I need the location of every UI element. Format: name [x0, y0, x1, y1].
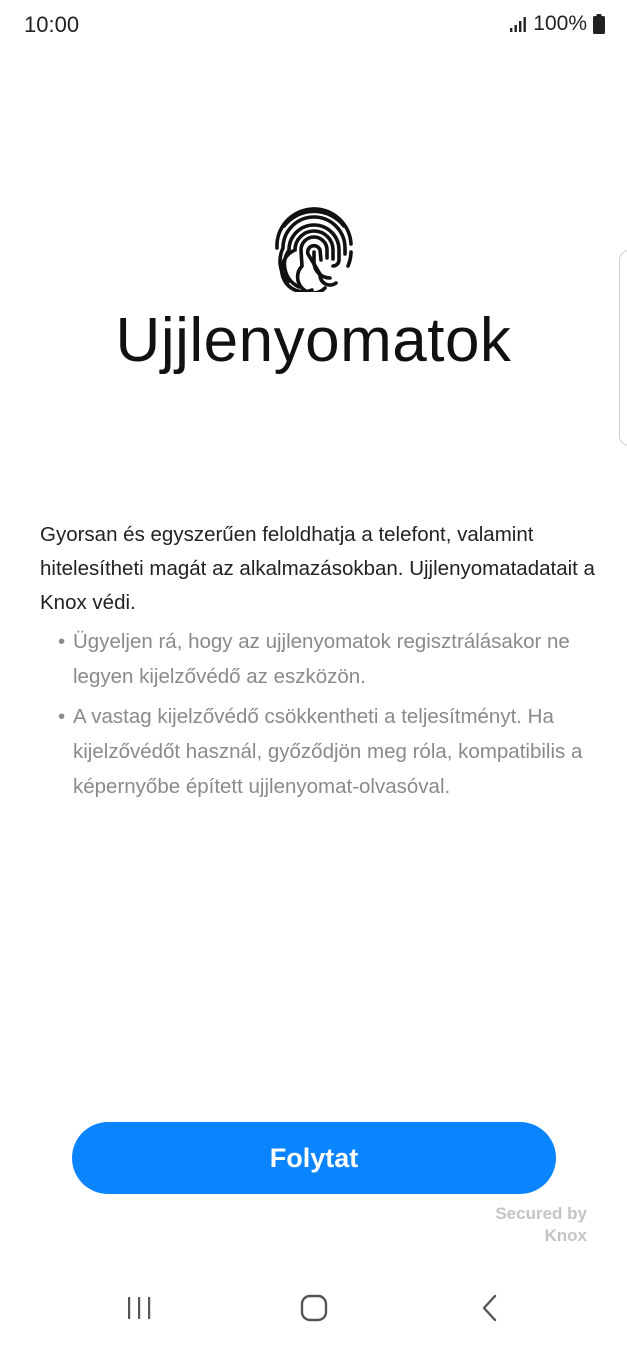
- back-button[interactable]: [468, 1288, 512, 1328]
- status-bar: [0, 0, 627, 56]
- fingerprint-icon: [270, 204, 358, 292]
- knox-badge: [495, 1203, 587, 1247]
- bullet-text: Ügyeljen rá, hogy az ujjlenyomatok regisztrálásakor ne legyen kijelzővédő az eszközön.: [73, 630, 570, 688]
- home-button[interactable]: [292, 1288, 336, 1328]
- list-item: [58, 699, 598, 804]
- recent-apps-button[interactable]: [117, 1288, 161, 1328]
- status-indicators: [509, 12, 605, 36]
- signal-icon: [509, 15, 527, 33]
- bullet-dot: •: [58, 705, 66, 728]
- page-title: Ujjlenyomatok: [115, 306, 512, 375]
- bullet-dot: •: [58, 630, 66, 653]
- status-time: 10:00: [24, 12, 80, 37]
- description-text: Gyorsan és egyszerűen feloldhatja a telefont, valamint hitelesítheti magát az alkalmazásokban. Ujjlenyomatadatait a Knox védi.: [40, 523, 595, 614]
- edge-panel-handle[interactable]: [619, 250, 627, 446]
- battery-icon: [593, 14, 605, 34]
- tips-list: [58, 624, 598, 809]
- bullet-text: A vastag kijelzővédő csökkentheti a teljesítményt. Ha kijelzővédőt használ, győződjön meg róla, kompatibilis a képernyőbe épített ujjlenyomat-olvasóval.: [73, 705, 583, 798]
- knox-line1: Secured by: [495, 1204, 587, 1223]
- navigation-bar: [0, 1270, 627, 1346]
- list-item: [58, 624, 598, 694]
- recent-apps-icon: [124, 1295, 154, 1321]
- back-icon: [477, 1293, 503, 1323]
- battery-percentage: 100%: [533, 12, 587, 35]
- home-icon: [299, 1293, 329, 1323]
- knox-line2: Knox: [544, 1226, 587, 1245]
- continue-button[interactable]: Folytat: [72, 1122, 556, 1194]
